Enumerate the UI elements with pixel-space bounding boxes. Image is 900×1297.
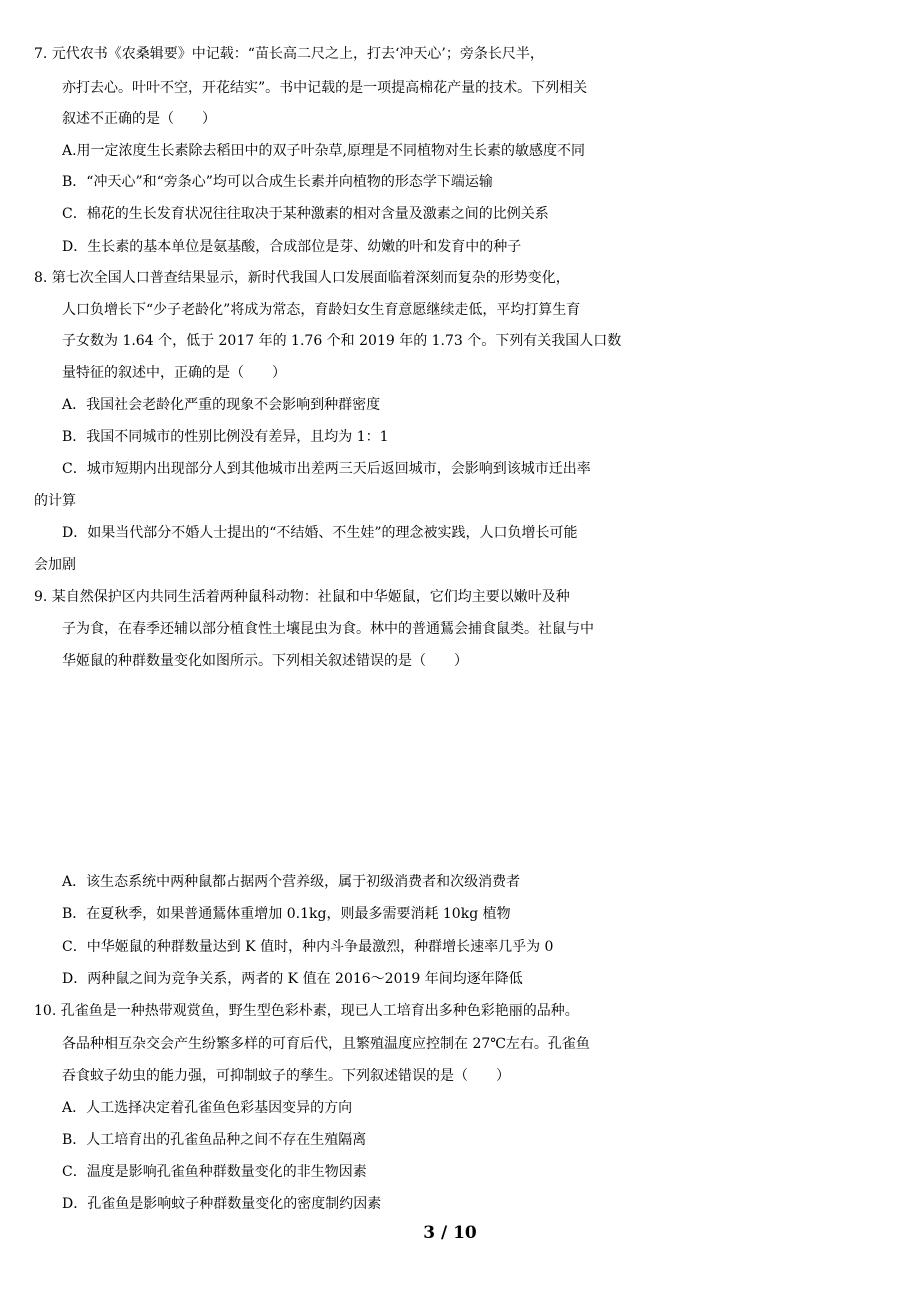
question-10-option-b: B．人工培育出的孔雀鱼品种之间不存在生殖隔离 [62,1132,367,1148]
question-7-line-2: 亦打去心。叶叶不空，开花结实”。书中记载的是一项提高棉花产量的技术。下列相关 [62,80,588,96]
question-7-option-c: C．棉花的生长发育状况往往取决于某种激素的相对含量及激素之间的比例关系 [62,206,549,222]
question-7-option-b: B．“冲天心”和“旁条心”均可以合成生长素并向植物的形态学下端运输 [62,174,493,190]
question-8-option-d-wrap: 会加剧 [34,557,76,573]
page-number: 3 / 10 [423,1223,477,1243]
question-7-line-1: 7. 元代农书《农桑辑要》中记载：“苗长高二尺之上，打去‘冲天心’；旁条长尺半， [34,46,544,62]
question-10-line-3: 吞食蚊子幼虫的能力强，可抑制蚊子的孳生。下列叙述错误的是（ ） [62,1068,510,1084]
question-8-option-a: A．我国社会老龄化严重的现象不会影响到种群密度 [62,397,381,413]
question-9-option-d: D．两种鼠之间为竞争关系，两者的 K 值在 2016～2019 年间均逐年降低 [62,971,523,987]
question-7-option-d: D．生长素的基本单位是氨基酸，合成部位是芽、幼嫩的叶和发育中的种子 [62,239,522,255]
question-8-option-c: C．城市短期内出现部分人到其他城市出差两三天后返回城市，会影响到该城市迁出率 [62,461,591,477]
question-9-option-b: B．在夏秋季，如果普通鵟体重增加 0.1kg，则最多需要消耗 10kg 植物 [62,906,511,922]
question-10-option-c: C．温度是影响孔雀鱼种群数量变化的非生物因素 [62,1164,367,1180]
question-8-line-4: 量特征的叙述中，正确的是（ ） [62,365,286,381]
question-8-option-c-wrap: 的计算 [34,493,76,509]
question-8-option-d: D．如果当代部分不婚人士提出的“不结婚、不生娃”的理念被实践，人口负增长可能 [62,525,578,541]
question-9-option-a: A．该生态系统中两种鼠都占据两个营养级，属于初级消费者和次级消费者 [62,874,521,890]
question-9-line-1: 9. 某自然保护区内共同生活着两种鼠科动物：社鼠和中华姬鼠，它们均主要以嫩叶及种 [34,589,570,605]
question-9-line-3: 华姬鼠的种群数量变化如图所示。下列相关叙述错误的是（ ） [62,653,468,669]
question-7-line-3: 叙述不正确的是（ ） [62,111,216,127]
question-10-line-2: 各品种相互杂交会产生纷繁多样的可育后代，且繁殖温度应控制在 27℃左右。孔雀鱼 [62,1036,590,1052]
figure-placeholder [60,682,840,862]
question-8-line-3: 子女数为 1.64 个，低于 2017 年的 1.76 个和 2019 年的 1.73 个。下列有关我国人口数 [62,333,622,349]
question-10-line-1: 10. 孔雀鱼是一种热带观赏鱼，野生型色彩朴素，现已人工培育出多种色彩艳丽的品种。 [34,1003,579,1019]
question-8-option-b: B．我国不同城市的性别比例没有差异，且均为 1：1 [62,429,389,445]
question-10-option-a: A．人工选择决定着孔雀鱼色彩基因变异的方向 [62,1100,353,1116]
question-9-line-2: 子为食，在春季还辅以部分植食性土壤昆虫为食。林中的普通鵟会捕食鼠类。社鼠与中 [62,621,594,637]
question-7-option-a: A.用一定浓度生长素除去稻田中的双子叶杂草,原理是不同植物对生长素的敏感度不同 [62,143,586,159]
question-8-line-2: 人口负增长下“少子老龄化”将成为常态，育龄妇女生育意愿继续走低，平均打算生育 [62,302,581,318]
question-10-option-d: D．孔雀鱼是影响蚊子种群数量变化的密度制约因素 [62,1196,382,1212]
question-8-line-1: 8. 第七次全国人口普查结果显示，新时代我国人口发展面临着深刻而复杂的形势变化， [34,270,570,286]
question-9-option-c: C．中华姬鼠的种群数量达到 K 值时，种内斗争最激烈，种群增长速率几乎为 0 [62,939,554,955]
